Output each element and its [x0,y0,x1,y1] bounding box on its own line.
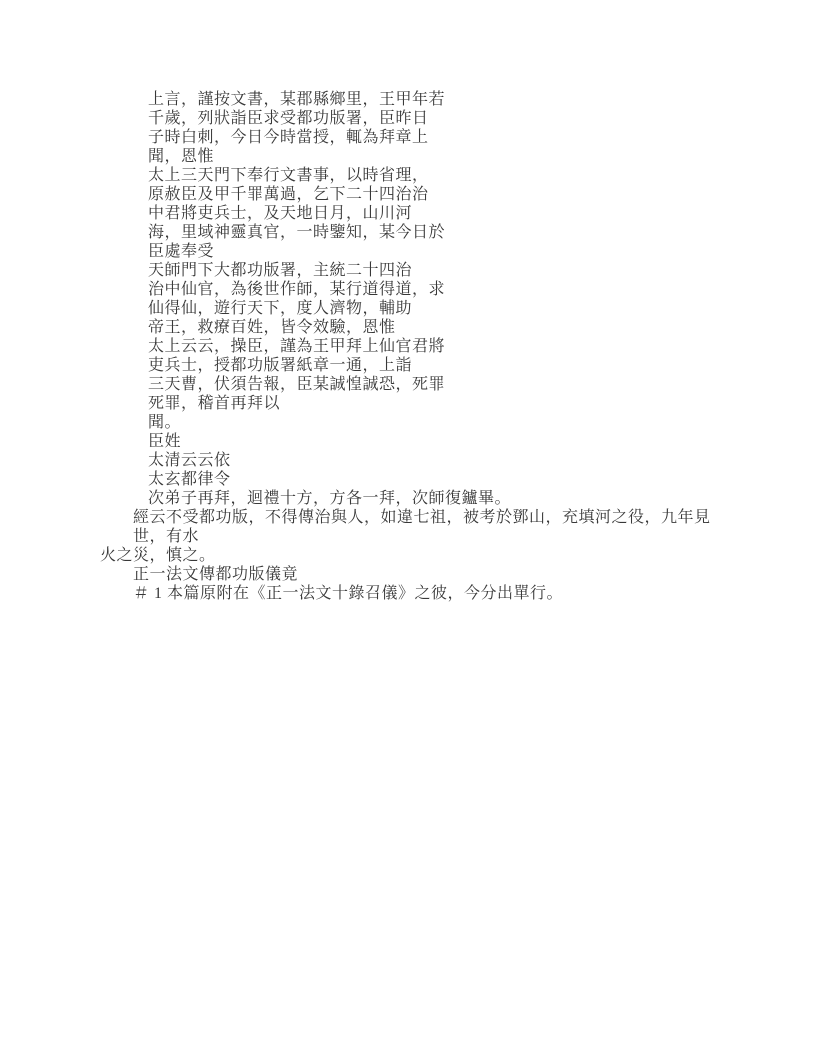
text-block [100,90,716,603]
text-line: 太上三天門下奉行文書事，以時省理， [148,167,429,184]
text-line: 臣處奉受 [148,243,215,260]
text-line: 仙得仙，遊行天下，度人濟物，輔助 [148,300,413,317]
text-line: 聞，恩惟 [148,148,215,165]
text-line: 千歲，列狀詣臣求受都功版署，臣昨日 [148,110,429,127]
text-line: 太上云云，操臣，謹為王甲拜上仙官君將 [148,338,446,355]
text-line: 死罪，稽首再拜以 [148,395,281,412]
text-line: 帝王，救療百姓，皆令效驗，恩惟 [148,319,396,336]
text-line: ＃ 1 本篇原附在《正一法文十錄召儀》之彼，今分出單行。 [133,585,564,602]
text-line: 海，里域神靈真官，一時鑒知，某今日於 [148,224,446,241]
text-line: 臣姓 [148,433,182,450]
text-line: 太清云云依 [148,452,231,469]
text-line: 子時白刺，今日今時當授，輒為拜章上 [148,129,429,146]
text-line: 三天曹，伏須告報，臣某誠惶誠恐，死罪 [148,376,446,393]
text-line: 太玄都律令 [148,471,231,488]
text-line: 上言，謹按文書，某郡縣鄉里，王甲年若 [148,91,446,108]
text-line: 治中仙官，為後世作師，某行道得道，求 [148,281,446,298]
text-line: 聞。 [148,414,182,431]
text-line: 天師門下大都功版署，主統二十四治 [148,262,413,279]
text-line: 經云不受都功版，不得傳治與人，如違七祖，被考於鄧山，充填河之役，九年見世，有水 [133,509,711,545]
text-line: 次弟子再拜，迴禮十方，方各一拜，次師復鑪畢。 [148,490,512,507]
text-line: 正一法文傳都功版儀竟 [133,566,299,583]
text-line: 中君將吏兵士，及天地日月，山川河 [148,205,413,222]
text-line: 火之災，慎之。 [100,547,216,564]
text-line: 原赦臣及甲千罪萬過，乞下二十四治治 [148,186,429,203]
text-line: 吏兵士，授都功版署紙章一通，上詣 [148,357,413,374]
